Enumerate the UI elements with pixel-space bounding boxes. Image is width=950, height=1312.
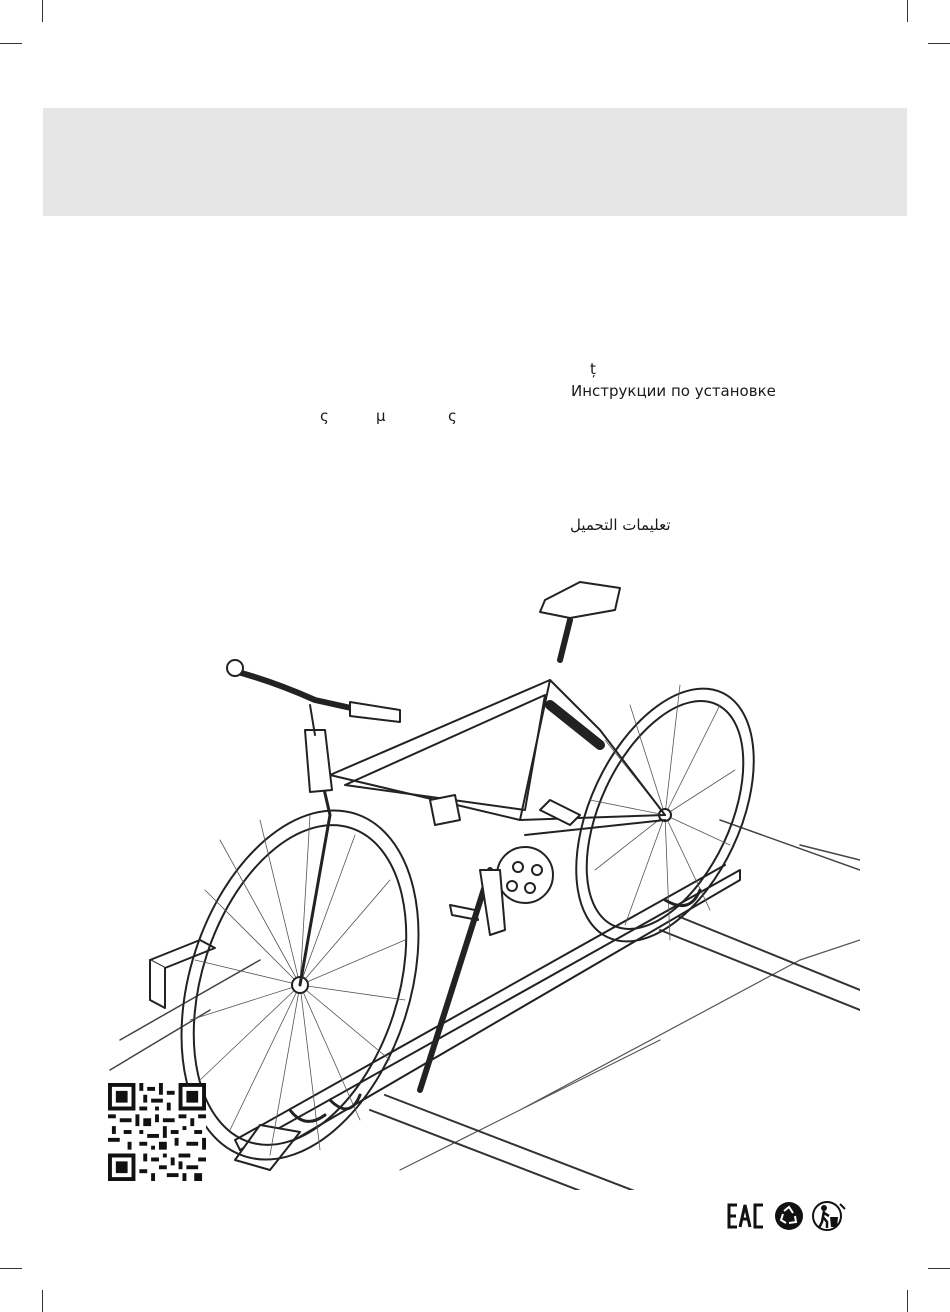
header-band: [43, 108, 907, 216]
eac-mark: [726, 1202, 766, 1230]
crop-mark: [42, 0, 43, 22]
crop-mark: [907, 1290, 908, 1312]
language-label-arabic: تعليمات التحميل: [570, 516, 671, 534]
language-label-partial: ς: [448, 407, 457, 425]
crop-mark: [0, 1268, 22, 1269]
crop-mark: [42, 1290, 43, 1312]
language-label-partial: μ: [376, 407, 386, 425]
language-label-partial: ț: [590, 360, 596, 378]
language-label-russian: Инструкции по установке: [571, 382, 776, 400]
crop-mark: [907, 0, 908, 22]
certification-marks: [726, 1200, 846, 1232]
dispose-properly-icon: [812, 1200, 846, 1232]
bike-carrier-illustration: [100, 570, 860, 1190]
crop-mark: [0, 43, 22, 44]
crop-mark: [928, 1268, 950, 1269]
qr-code[interactable]: [108, 1083, 206, 1181]
language-label-partial: ς: [320, 407, 329, 425]
recycle-icon: [774, 1201, 804, 1231]
crop-mark: [928, 43, 950, 44]
